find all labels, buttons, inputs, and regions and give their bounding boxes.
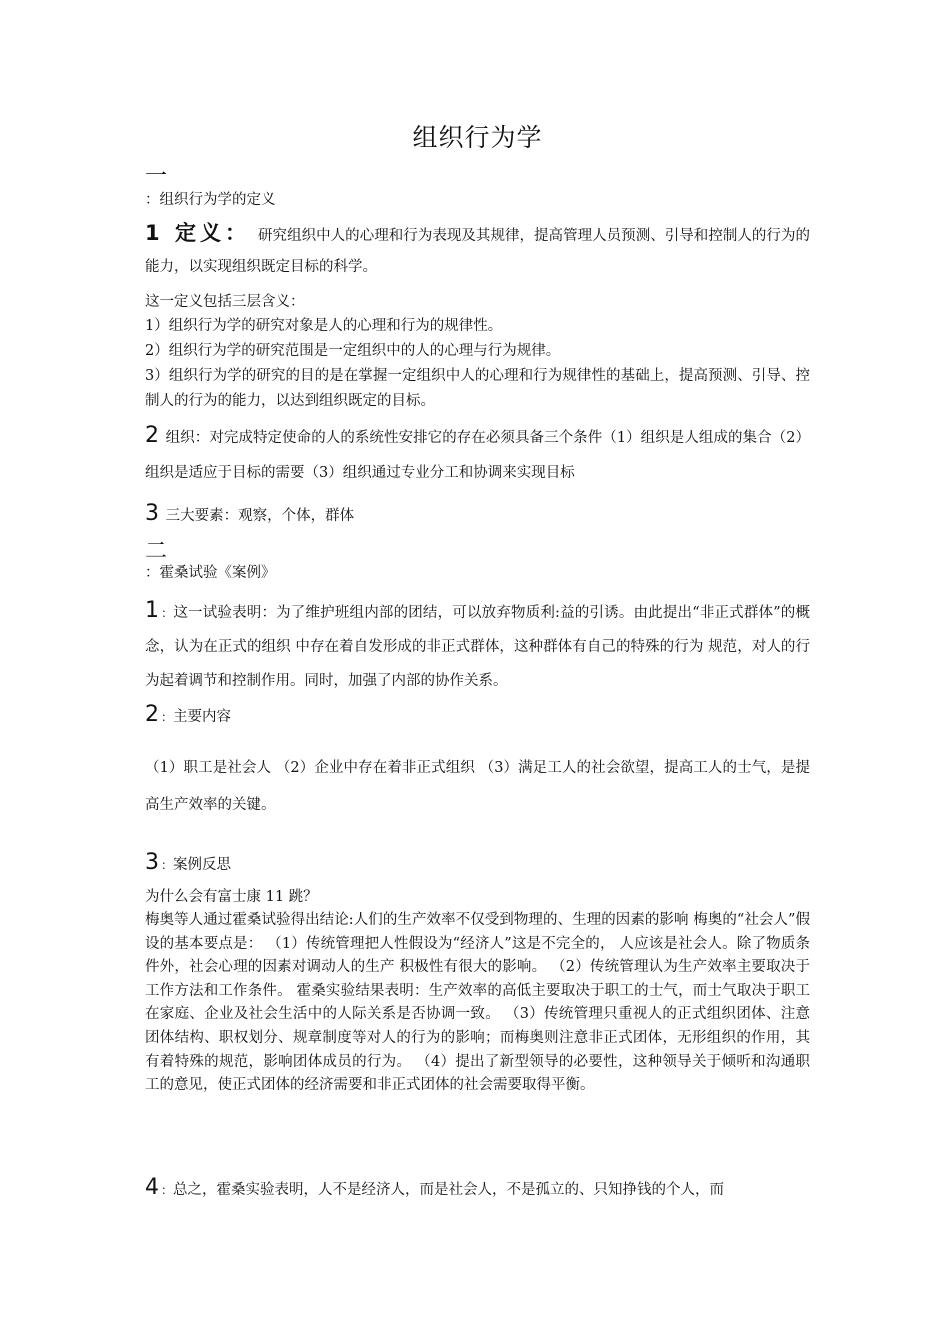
item2-content: （1）职工是社会人 （2）企业中存在着非正式组织 （3）满足工人的社会欲望，提高工人的士气，是提高生产效率的关键。 [145, 760, 810, 813]
elements-number: 3 [145, 501, 159, 526]
item3-question: 为什么会有富士康 11 跳？ [145, 889, 318, 905]
item3-content: 梅奥等人通过霍桑试验得出结论:人们的生产效率不仅受到物理的、生理的因素的影响 梅奥的“社会人”假设的基本要点是： （1）传统管理把人性假设为“经济人”这是不完全的， 人应该是社会人。除了物质条件外，社会心理的因素对调动人的生产 积极性有很大的影响。 （2）传统管理认为生产效率主要取决于工作方法和工作条件。 霍桑实验结果表明：生产效率的高低主要取决于职工的士气，而士气取决于职工在家庭、企业及社会生活中的人际关系是否协调一致。 （3）传统管理只重视人的正式组织团体、注意团体结构、职权划分、规章制度等对人的行为的影响；而梅奥则注意非正式团体，无形组织的作用，其有着特殊的规范，影响团体成员的行为。 （4）提出了新型领导的必要性，这种领导关于倾听和沟通职工的意见，使正式团体的经济需要和非正式团体的社会需要取得平衡。 [145, 912, 810, 1094]
organization-number: 2 [145, 423, 159, 448]
section1-heading-text: ：组织行为学的定义 [145, 192, 276, 208]
section1-heading [145, 164, 810, 209]
three-meanings-intro: 这一定义包括三层含义： [145, 294, 305, 310]
elements-paragraph [145, 497, 810, 533]
item3-colon: ： [161, 858, 174, 872]
meaning-item-1: 1）组织行为学的研究对象是人的心理和行为的规律性。 [145, 318, 503, 334]
item2-number: 2 [145, 702, 159, 727]
item1-number: 1 [145, 598, 159, 623]
definition-text: 研究组织中人的心理和行为表现及其规律，提高管理人员预测、引导和控制人的行为的能力，以实现组织既定目标的科学。 [145, 228, 810, 275]
meaning-item-3: 3）组织行为学的研究的目的是在掌握一定组织中人的心理和行为规律性的基础上，提高预测、引导、控制人的行为的能力，以达到组织既定的目标。 [145, 368, 810, 409]
item1-text: 这一试验表明：为了维护班组内部的团结，可以放弃物质利:益的引诱。由此提出“非正式群体”的概念，认为在正式的组织 中存在着自发形成的非正式群体，这种群体有自己的特殊的行为 规范，对人的行为起着调节和控制作用。同时，加强了内部的协作关系。 [145, 605, 810, 689]
item4-colon: ： [161, 1183, 174, 1197]
elements-text: 三大要素：观察，个体，群体 [165, 508, 355, 524]
item2-label: 主要内容 [173, 709, 232, 725]
section2-number: 二 [145, 539, 168, 564]
item1-colon: ： [161, 606, 174, 620]
item4-text: 总之，霍桑实验表明，人不是经济人，而是社会人，不是孤立的、只知挣钱的个人，而 [173, 1182, 725, 1198]
hawthorne-item-1 [145, 594, 810, 698]
organization-paragraph [145, 418, 810, 491]
meaning-item-2: 2）组织行为学的研究范围是一定组织中的人的心理与行为规律。 [145, 343, 561, 359]
hawthorne-item-3-heading [145, 848, 810, 880]
section2-heading [145, 539, 810, 582]
organization-text: 组织：对完成特定使命的人的系统性安排它的存在必须具备三个条件（1）组织是人组成的集合（2）组织是适应于目标的需要（3）组织通过专业分工和协调来实现目标 [145, 430, 811, 481]
hawthorne-item-4 [145, 1170, 810, 1208]
definition-paragraph [145, 218, 810, 283]
definition-label: 1 定义： [145, 221, 251, 245]
item2-colon: ： [161, 710, 174, 724]
item3-number: 3 [145, 850, 159, 875]
document-title: 组织行为学 [412, 123, 543, 152]
section2-heading-text: ：霍桑试验《案例》 [145, 565, 276, 581]
hawthorne-item-2-heading [145, 700, 810, 732]
item3-label: 案例反思 [173, 857, 232, 873]
item4-number: 4 [145, 1175, 159, 1200]
section1-number: 一 [145, 164, 168, 189]
